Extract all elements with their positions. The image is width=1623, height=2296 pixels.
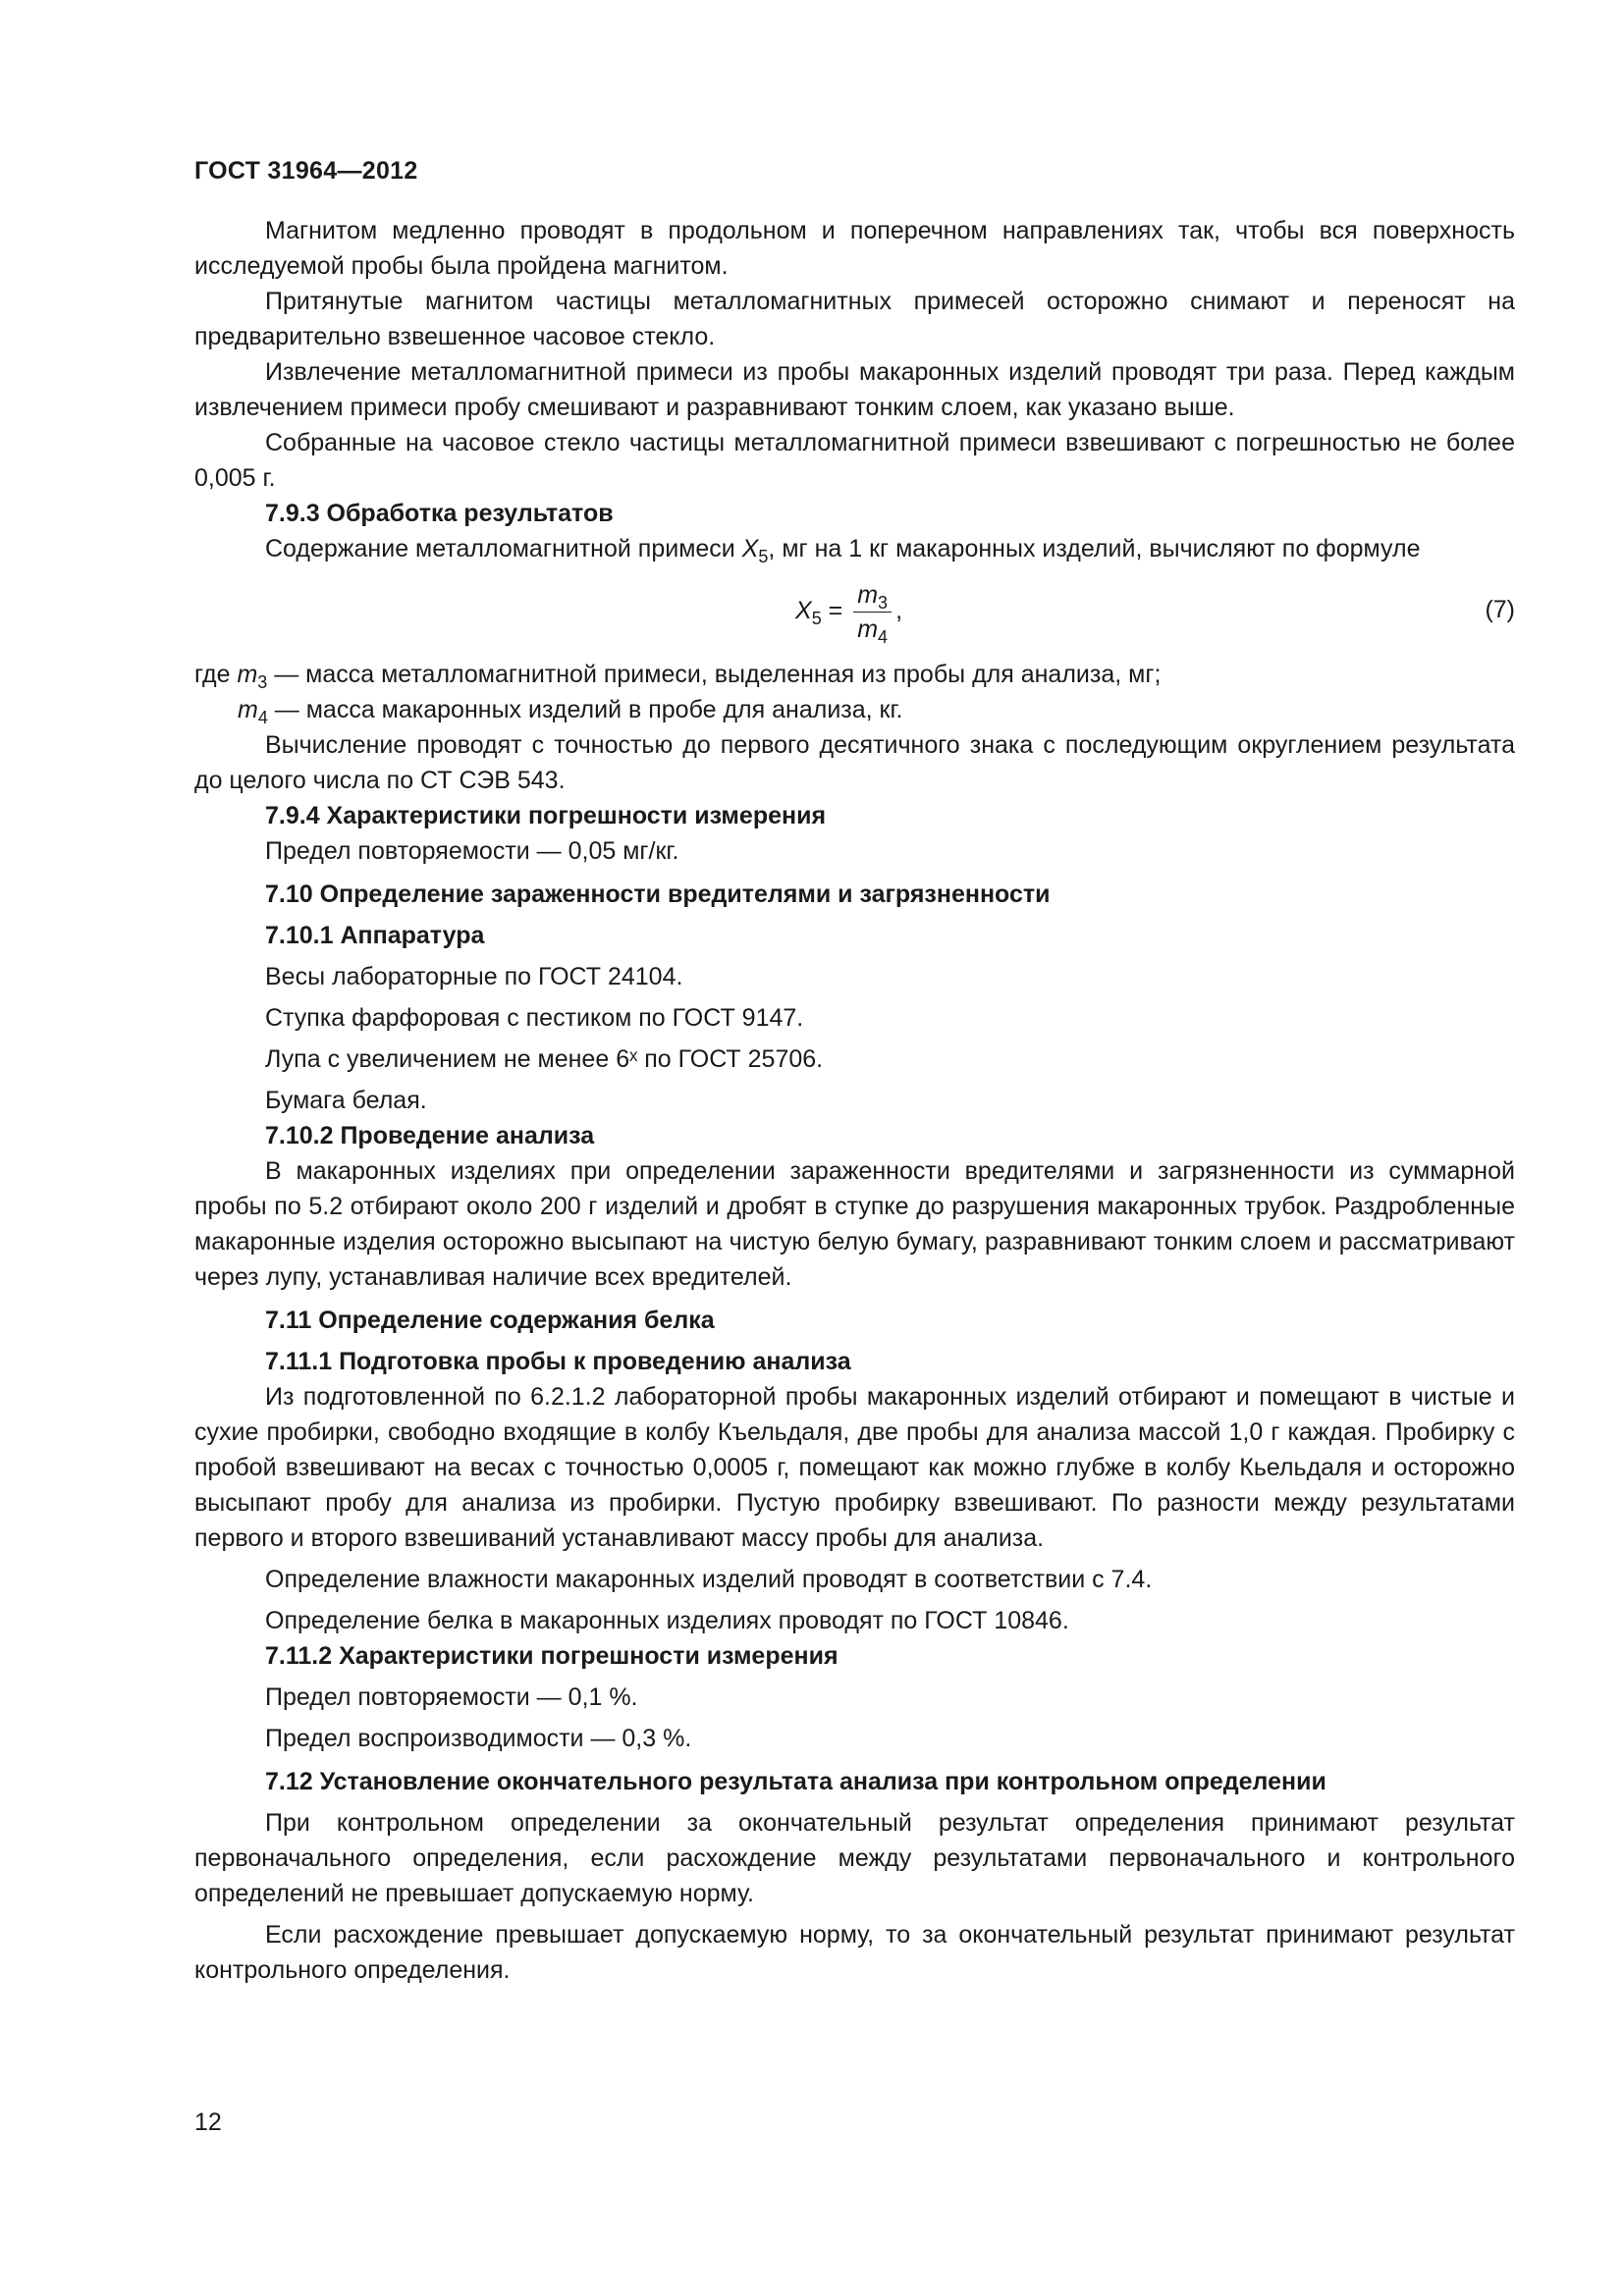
section-heading-7-10-2: 7.10.2 Проведение анализа xyxy=(265,1122,595,1149)
paragraph-repeatability: Предел повторяемости — 0,1 %. xyxy=(265,1683,638,1711)
section-heading-7-10-1: 7.10.1 Аппаратура xyxy=(265,922,485,949)
equipment-item-mortar: Ступка фарфоровая с пестиком по ГОСТ 9147. xyxy=(265,1004,804,1032)
section-heading-7-10: 7.10 Определение зараженности вредителями и загрязненности xyxy=(265,881,1051,908)
paragraph-repeatability-limit: Предел повторяемости — 0,05 мг/кг. xyxy=(265,837,679,865)
document-code-header: ГОСТ 31964—2012 xyxy=(194,157,418,185)
paragraph-control-result: При контрольном определении за окончательный результат определения принимают результат первоначального определения, если расхождение между результатами первоначального и контрольного определений не превышает допускаемую норму. xyxy=(194,1809,1515,1907)
paragraph-control-final: Если расхождение превышает допускаемую норму, то за окончательный результат принимают результат контрольного определения. xyxy=(194,1921,1515,1984)
document-page xyxy=(194,157,1515,1988)
paragraph-weighing: Собранные на часовое стекло частицы металломагнитной примеси взвешивают с погрешностью не более 0,005 г. xyxy=(194,429,1515,492)
paragraph-sample-preparation: Из подготовленной по 6.2.1.2 лабораторной пробы макаронных изделий отбирают и помещают в чистые и сухие пробирки, свободно входящие в колбу Къельдаля, две пробы для анализа массой 1,0 г каждая. Пробирку с пробой взвешивают на весах с точностью 0,0005 г, помещают как можно глубже в колбу Кьельдаля и осторожно высыпают пробу для анализа из пробирки. Пустую пробирку взвешивают. По разности между результатами первого и второго взвешиваний устанавливают массу пробы для анализа. xyxy=(194,1383,1515,1552)
paragraph-protein-determination: Определение белка в макаронных изделиях проводят по ГОСТ 10846. xyxy=(265,1607,1069,1634)
paragraph-extraction-repeat: Извлечение металломагнитной примеси из пробы макаронных изделий проводят три раза. Перед каждым извлечением примеси пробу смешивают и разравнивают тонким слоем, как указано выше. xyxy=(194,358,1515,421)
section-heading-7-9-4: 7.9.4 Характеристики погрешности измерения xyxy=(265,802,827,829)
formula-number: (7) xyxy=(1485,596,1515,623)
paragraph-moisture-determination: Определение влажности макаронных изделий проводят в соответствии с 7.4. xyxy=(265,1566,1153,1593)
section-heading-7-11-2: 7.11.2 Характеристики погрешности измерения xyxy=(265,1642,839,1670)
formula-expression: $X_5$ = $\frac{m_3}{m_4}$ , xyxy=(795,581,903,647)
paragraph-content-formula-intro: Содержание металломагнитной примеси $X_5$, мг на 1 кг макаронных изделий, вычисляют по формуле xyxy=(265,535,1421,566)
paragraph-pest-analysis: В макаронных изделиях при определении зараженности вредителями и загрязненности из суммарной пробы по 5.2 отбирают около 200 г изделий и дробят в ступке до разрушения макаронных трубок. Раздробленные макаронные изделия осторожно высыпают на чистую белую бумагу, разравнивают тонким слоем и рассматривают через лупу, устанавливая наличие всех вредителей. xyxy=(194,1157,1515,1291)
section-heading-7-11: 7.11 Определение содержания белка xyxy=(265,1307,715,1334)
section-heading-7-11-1: 7.11.1 Подготовка пробы к проведению анализа xyxy=(265,1348,851,1375)
page-number: 12 xyxy=(194,2109,222,2136)
equipment-item-magnifier: Лупа с увеличением не менее 6ˣ по ГОСТ 25706. xyxy=(265,1045,824,1073)
where-clause-m4: $m_4$ — масса макаронных изделий в пробе для анализа, кг. xyxy=(238,696,903,727)
paragraph-magnet-movement: Магнитом медленно проводят в продольном и поперечном направлениях так, чтобы вся поверхность исследуемой пробы была пройдена магнитом. xyxy=(194,217,1515,280)
where-clause-m3: где $m_3$ — масса металломагнитной примеси, выделенная из пробы для анализа, мг; xyxy=(194,661,1162,692)
section-heading-7-12: 7.12 Установление окончательного результата анализа при контрольном определении xyxy=(265,1768,1326,1795)
equipment-item-paper: Бумага белая. xyxy=(265,1087,427,1114)
equipment-item-scales: Весы лабораторные по ГОСТ 24104. xyxy=(265,963,683,990)
paragraph-rounding: Вычисление проводят с точностью до первого десятичного знака с последующим округлением результата до целого числа по СТ СЭВ 543. xyxy=(194,731,1515,794)
section-heading-7-9-3: 7.9.3 Обработка результатов xyxy=(265,500,614,527)
formula-7 xyxy=(194,572,1515,657)
paragraph-particles-transfer: Притянутые магнитом частицы металломагнитных примесей осторожно снимают и переносят на предварительно взвешенное часовое стекло. xyxy=(194,288,1515,350)
formula-fraction: $\frac{m_3}{m_4}$ xyxy=(853,580,892,644)
paragraph-reproducibility: Предел воспроизводимости — 0,3 %. xyxy=(265,1725,692,1752)
